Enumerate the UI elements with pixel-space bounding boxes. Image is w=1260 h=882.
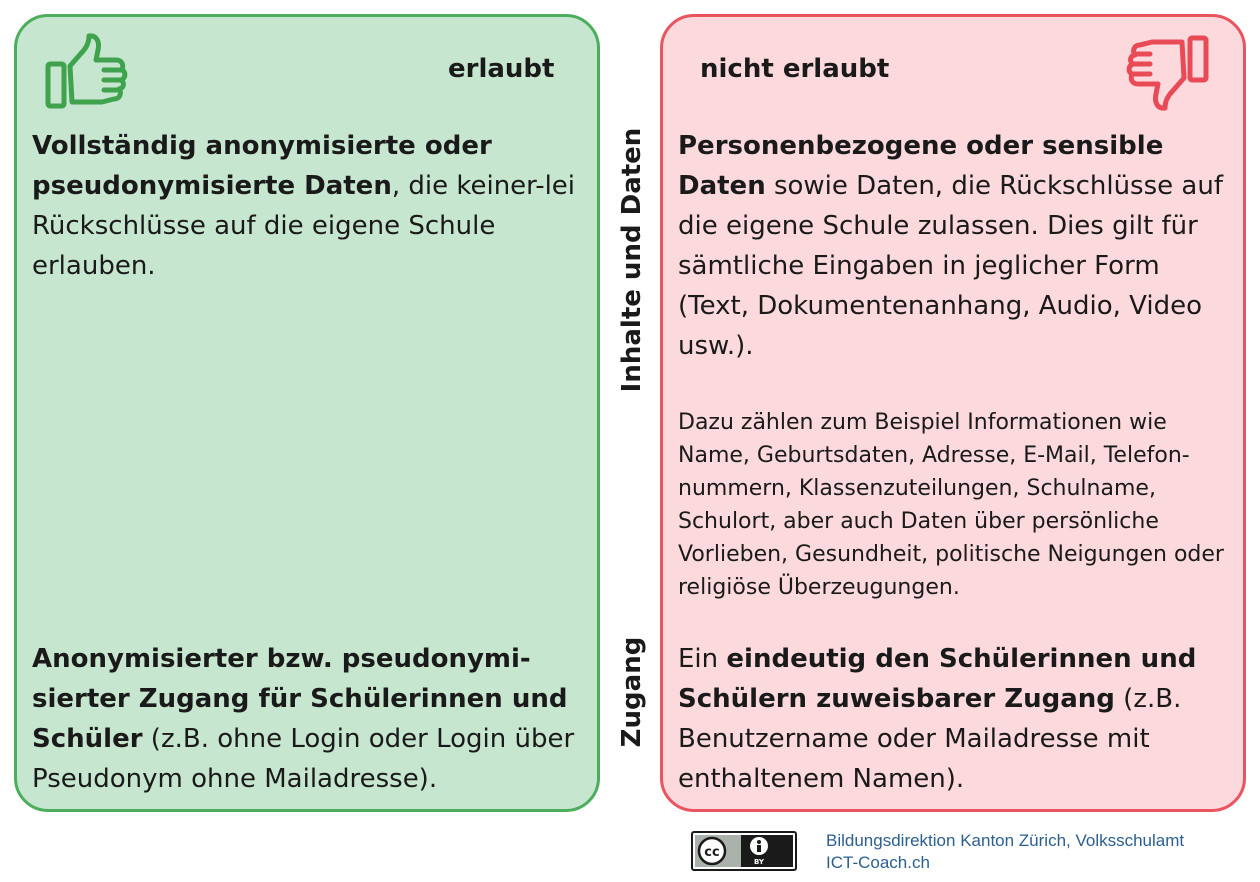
footer-line-1: Bildungsdirektion Kanton Zürich, Volksschulamt: [826, 831, 1185, 850]
forbidden-access-text: [678, 639, 1234, 799]
forbidden-heading: nicht erlaubt: [700, 54, 890, 84]
forbidden-access-bold: eindeutig den Schülerinnen und Schülern zuweisbarer Zugang: [678, 644, 1197, 714]
allowed-access-bold: Anonymisierter bzw. pseudonymi-sierter Zugang für Schülerinnen und Schüler: [32, 644, 568, 754]
row-label-access: Zugang: [617, 636, 647, 748]
allowed-access-text: [32, 639, 584, 799]
allowed-content-text: [32, 126, 582, 286]
by-letters: BY: [753, 858, 765, 866]
forbidden-access-rest: (z.B. Benutzername oder Mailadresse mit enthaltenem Namen).: [678, 684, 1182, 794]
thumbs-down-icon: [1126, 32, 1210, 112]
allowed-heading: erlaubt: [448, 54, 555, 84]
row-label-content: Inhalte und Daten: [617, 127, 647, 393]
footer-line-2: ICT-Coach.ch: [826, 853, 930, 872]
allowed-content-rest: , die keiner-lei Rückschlüsse auf die eigene Schule erlauben.: [32, 171, 576, 281]
thumbs-up-icon: [44, 32, 128, 112]
cc-letters: cc: [704, 845, 720, 860]
forbidden-content-rest: sowie Daten, die Rückschlüsse auf die eigene Schule zulassen. Dies gilt für sämtliche Eingaben in jeglicher Form (Text, Dokumentenanhang, Audio, Video usw.).: [678, 171, 1223, 361]
forbidden-content-text: [678, 126, 1234, 366]
footer-credit: [826, 830, 1184, 874]
allowed-content-bold: Vollständig anonymisierte oder pseudonymisierte Daten: [32, 131, 492, 201]
cc-by-icon: [691, 831, 797, 871]
forbidden-examples-text: Dazu zählen zum Beispiel Informationen wie Name, Geburtsdaten, Adresse, E-Mail, Telefon-nummern, Klassenzuteilungen, Schulname, Schulort, aber auch Daten über persönliche Vorlieben, Gesundheit, politische Neigungen oder religiöse Überzeugungen.: [678, 410, 1224, 600]
allowed-access-rest: (z.B. ohne Login oder Login über Pseudonym ohne Mailadresse).: [32, 724, 575, 794]
forbidden-access-pre: Ein: [678, 644, 727, 674]
forbidden-content-bold: Personenbezogene oder sensible Daten: [678, 131, 1164, 201]
